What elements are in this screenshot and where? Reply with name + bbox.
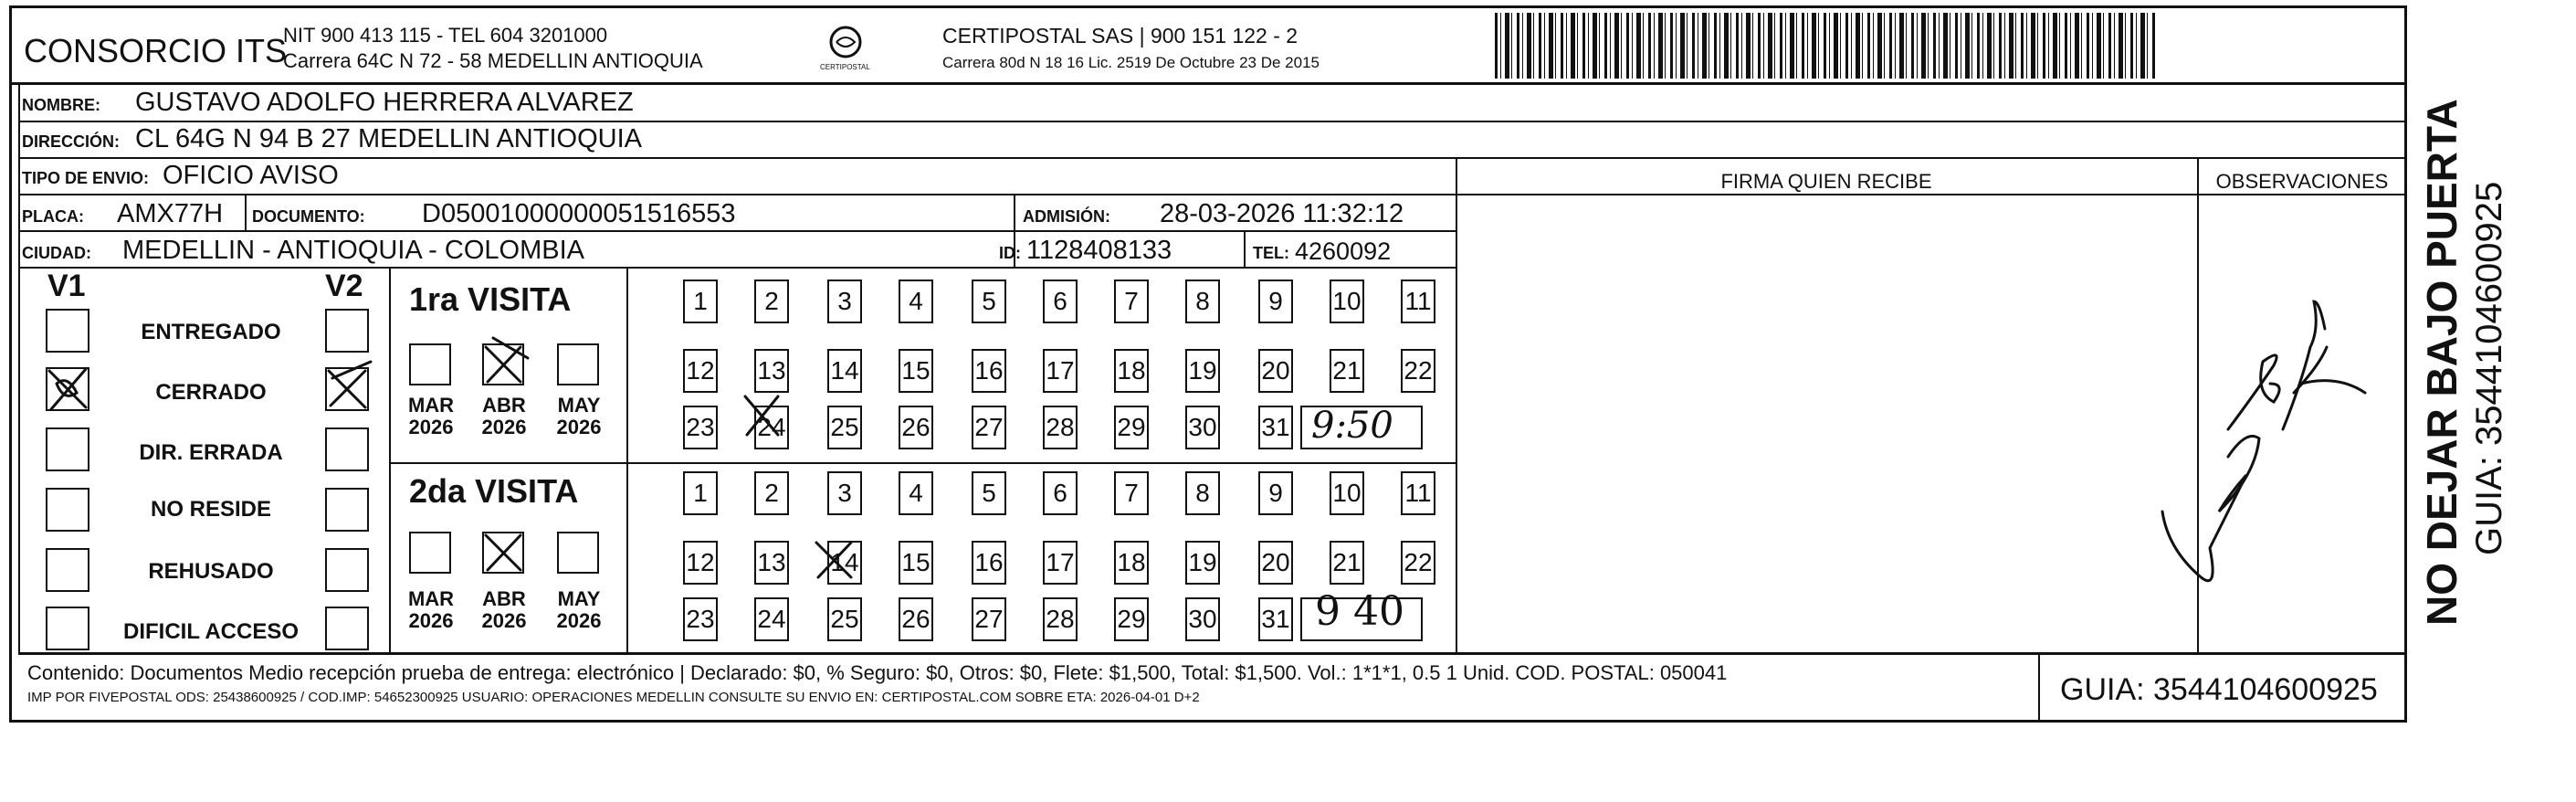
visit2-day-20[interactable]: 20 xyxy=(1258,541,1293,585)
visit2-day14-x-mark xyxy=(816,543,851,577)
visit2-month-may: MAY 2026 xyxy=(556,587,602,633)
company-nit: NIT 900 413 115 - TEL 604 3201000 xyxy=(283,24,608,47)
visit2-day-18[interactable]: 18 xyxy=(1114,541,1149,585)
visit2-day-31[interactable]: 31 xyxy=(1258,597,1293,641)
visit1-day-9[interactable]: 9 xyxy=(1258,280,1293,323)
visit1-day-24[interactable]: 24 xyxy=(754,406,789,449)
visit2-month-mar: MAR 2026 xyxy=(407,587,455,633)
visit2-day-17[interactable]: 17 xyxy=(1043,541,1078,585)
plate: AMX77H xyxy=(117,199,224,228)
visit2-day-21[interactable]: 21 xyxy=(1330,541,1364,585)
city-label: CIUDAD: xyxy=(22,244,91,262)
admission-date: 28-03-2026 11:32:12 xyxy=(1160,199,1404,228)
visit1-day-26[interactable]: 26 xyxy=(899,406,933,449)
tel-number: 4260092 xyxy=(1295,237,1392,265)
visit2-day-27[interactable]: 27 xyxy=(972,597,1006,641)
visit2-time-handwritten: 9 40 xyxy=(1315,588,1404,635)
visit2-title: 2da VISITA xyxy=(409,472,579,510)
side-warning: NO DEJAR BAJO PUERTA xyxy=(2418,99,2466,626)
visit2-day-1[interactable]: 1 xyxy=(683,471,718,515)
side-guia: GUIA: 3544104600925 xyxy=(2469,181,2509,555)
visit2-day-28[interactable]: 28 xyxy=(1043,597,1078,641)
shipment-type-label: TIPO DE ENVIO: xyxy=(22,169,150,187)
visit1-day-1[interactable]: 1 xyxy=(683,280,718,323)
recipient-name: GUSTAVO ADOLFO HERRERA ALVAREZ xyxy=(135,88,634,117)
document-label: DOCUMENTO: xyxy=(252,207,365,226)
visit1-day-28[interactable]: 28 xyxy=(1043,406,1078,449)
signature-header: FIRMA QUIEN RECIBE xyxy=(1720,170,1932,193)
visit2-day-25[interactable]: 25 xyxy=(827,597,862,641)
visit1-day-15[interactable]: 15 xyxy=(899,349,933,393)
visit1-day-27[interactable]: 27 xyxy=(972,406,1006,449)
status-entregado: ENTREGADO xyxy=(141,320,281,344)
visit1-abr-x-mark xyxy=(486,338,528,382)
visit1-day-6[interactable]: 6 xyxy=(1043,280,1078,323)
visit2-day-24[interactable]: 24 xyxy=(754,597,789,641)
visit2-day-22[interactable]: 22 xyxy=(1401,541,1435,585)
id-number: 1128408133 xyxy=(1026,236,1172,265)
visit2-day-10[interactable]: 10 xyxy=(1330,471,1364,515)
id-label: ID: xyxy=(999,244,1021,262)
visit2-abr-x-mark xyxy=(486,535,520,570)
company-name: CONSORCIO ITS xyxy=(24,32,288,69)
visit1-day-17[interactable]: 17 xyxy=(1043,349,1078,393)
company-address: Carrera 64C N 72 - 58 MEDELLIN ANTIOQUIA xyxy=(283,49,703,72)
status-cerrado: CERRADO xyxy=(155,380,267,405)
visit2-day-29[interactable]: 29 xyxy=(1114,597,1149,641)
footer-guia: GUIA: 3544104600925 xyxy=(2060,672,2378,707)
carrier-address: Carrera 80d N 18 16 Lic. 2519 De Octubre 23 De 2015 xyxy=(942,54,1320,71)
visit1-day-29[interactable]: 29 xyxy=(1114,406,1149,449)
visit1-day-11[interactable]: 11 xyxy=(1401,280,1435,323)
carrier-line: CERTIPOSTAL SAS | 900 151 122 - 2 xyxy=(942,24,1299,47)
visit1-month-may: MAY 2026 xyxy=(556,394,602,439)
visit2-day-14[interactable]: 14 xyxy=(827,541,862,585)
visit2-day-19[interactable]: 19 xyxy=(1185,541,1220,585)
visit2-day-5[interactable]: 5 xyxy=(972,471,1006,515)
visit1-day-14[interactable]: 14 xyxy=(827,349,862,393)
visit1-day-3[interactable]: 3 xyxy=(827,280,862,323)
visit1-time-handwritten: 9:50 xyxy=(1311,405,1393,447)
visit2-day-9[interactable]: 9 xyxy=(1258,471,1293,515)
visit2-day-7[interactable]: 7 xyxy=(1114,471,1149,515)
visit1-day-30[interactable]: 30 xyxy=(1185,406,1220,449)
visit1-month-mar: MAR 2026 xyxy=(407,394,455,439)
footer-imp: IMP POR FIVEPOSTAL ODS: 25438600925 / COD.IMP: 54652300925 USUARIO: OPERACIONES MEDELLIN CONSULTE SU ENVIO EN: CERTIPOSTAL.COM SOBRE ETA: 2026-04-01 D+2 xyxy=(27,690,1200,705)
visit1-day-16[interactable]: 16 xyxy=(972,349,1006,393)
shipment-type: OFICIO AVISO xyxy=(163,161,339,190)
visit2-day-26[interactable]: 26 xyxy=(899,597,933,641)
visit2-day-11[interactable]: 11 xyxy=(1401,471,1435,515)
visit1-day-10[interactable]: 10 xyxy=(1330,280,1364,323)
visit1-day-20[interactable]: 20 xyxy=(1258,349,1293,393)
visit2-month-abr: ABR 2026 xyxy=(481,587,527,633)
visit2-day-3[interactable]: 3 xyxy=(827,471,862,515)
visit1-day-13[interactable]: 13 xyxy=(754,349,789,393)
visit1-day-4[interactable]: 4 xyxy=(899,280,933,323)
document-number: D05001000000051516553 xyxy=(422,199,736,228)
address-label: DIRECCIÓN: xyxy=(22,132,120,151)
visit2-day-12[interactable]: 12 xyxy=(683,541,718,585)
plate-label: PLACA: xyxy=(22,207,84,226)
tel-label: TEL: xyxy=(1253,244,1289,262)
visit1-day-5[interactable]: 5 xyxy=(972,280,1006,323)
observation-signature xyxy=(2162,301,2365,581)
visit2-day-30[interactable]: 30 xyxy=(1185,597,1220,641)
visit2-day-4[interactable]: 4 xyxy=(899,471,933,515)
visit2-day-13[interactable]: 13 xyxy=(754,541,789,585)
visit2-day-2[interactable]: 2 xyxy=(754,471,789,515)
visit1-day-23[interactable]: 23 xyxy=(683,406,718,449)
visit1-day-31[interactable]: 31 xyxy=(1258,406,1293,449)
visit2-day-6[interactable]: 6 xyxy=(1043,471,1078,515)
status-dir-errada: DIR. ERRADA xyxy=(139,440,283,465)
visit1-day-12[interactable]: 12 xyxy=(683,349,718,393)
visit1-day-25[interactable]: 25 xyxy=(827,406,862,449)
visit1-day-21[interactable]: 21 xyxy=(1330,349,1364,393)
logo-caption: CERTIPOSTAL xyxy=(820,63,870,71)
footer-content: Contenido: Documentos Medio recepción prueba de entrega: electrónico | Declarado: $0, % Seguro: $0, Otros: $0, Flete: $1,500, Total: $1,500. Vol.: 1*1*1, 0.5 1 Unid. COD. POSTAL: 050041 xyxy=(27,661,1728,684)
observations-header: OBSERVACIONES xyxy=(2215,170,2389,193)
visit2-day-23[interactable]: 23 xyxy=(683,597,718,641)
visit2-day-16[interactable]: 16 xyxy=(972,541,1006,585)
admission-label: ADMISIÓN: xyxy=(1023,207,1110,226)
status-rehusado: REHUSADO xyxy=(148,559,274,584)
recipient-address: CL 64G N 94 B 27 MEDELLIN ANTIOQUIA xyxy=(135,124,642,153)
visit2-day-8[interactable]: 8 xyxy=(1185,471,1220,515)
visit1-day-18[interactable]: 18 xyxy=(1114,349,1149,393)
visit1-day-22[interactable]: 22 xyxy=(1401,349,1435,393)
v1-cerrado-x-mark xyxy=(49,369,86,409)
status-dificil-acceso: DIFICIL ACCESO xyxy=(122,619,299,644)
visit1-day-8[interactable]: 8 xyxy=(1185,280,1220,323)
visit1-title: 1ra VISITA xyxy=(409,280,572,318)
name-label: NOMBRE: xyxy=(22,96,100,114)
v1-label: V1 xyxy=(47,269,86,303)
v2-cerrado-x-mark xyxy=(329,362,371,407)
visit1-day13-x-mark xyxy=(745,396,778,435)
visit2-day-15[interactable]: 15 xyxy=(899,541,933,585)
visit1-day-2[interactable]: 2 xyxy=(754,280,789,323)
visit1-day-19[interactable]: 19 xyxy=(1185,349,1220,393)
v2-label: V2 xyxy=(325,269,363,303)
status-no-reside: NO RESIDE xyxy=(150,497,272,522)
visit1-day-7[interactable]: 7 xyxy=(1114,280,1149,323)
city: MEDELLIN - ANTIOQUIA - COLOMBIA xyxy=(122,236,584,265)
visit1-month-abr: ABR 2026 xyxy=(481,394,527,439)
